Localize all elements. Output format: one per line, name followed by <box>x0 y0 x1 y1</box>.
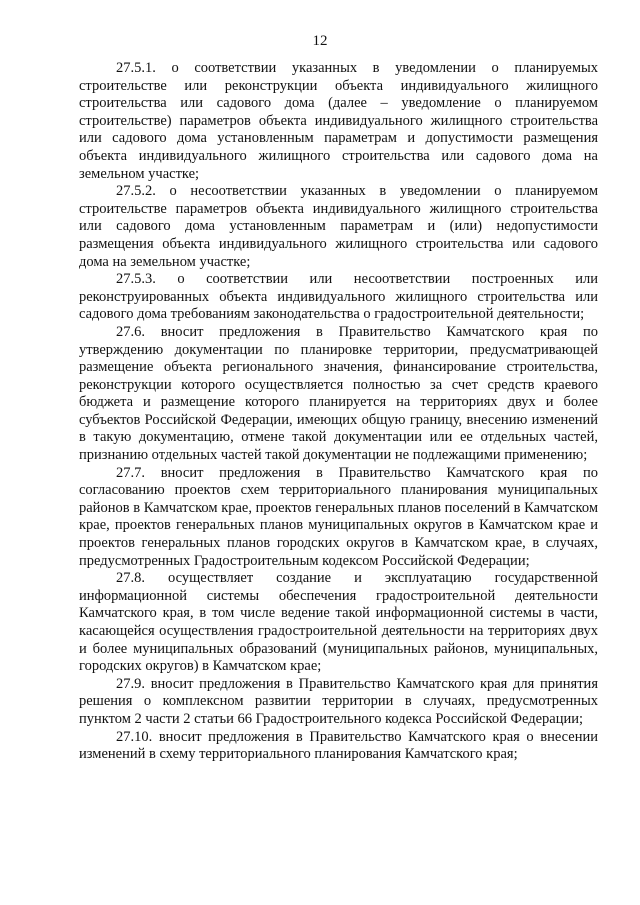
paragraph-27-5-2: 27.5.2. о несоответствии указанных в уведомлении о планируемом строительстве параметров объекта индивидуального жилищного строительства или садового дома установленным параметрам и (или) недопустимости размещения объекта индивидуального жилищного строительства или садового дома на земельном участке; <box>79 183 598 270</box>
paragraph-27-7: 27.7. вносит предложения в Правительство Камчатского края по согласованию проектов схем территориального планирования муниципальных районов в Камчатском крае, проектов генеральных планов поселений в Камчатском крае, проектов генеральных планов муниципальных округов в Камчатском крае и проектов генеральных планов городских округов в Камчатском крае, в случаях, предусмотренных Градостроительным кодексом Российской Федерации; <box>79 464 598 569</box>
paragraph-27-5-1: 27.5.1. о соответствии указанных в уведомлении о планируемых строительстве или реконструкции объекта индивидуального жилищного строительства или садового дома (далее – уведомление о планируемом строительстве) параметров объекта индивидуального жилищного строительства или садового дома установленным параметрам и допустимости размещения объекта индивидуального жилищного строительства или садового дома на земельном участке; <box>79 60 598 182</box>
paragraph-27-5-3: 27.5.3. о соответствии или несоответствии построенных или реконструированных объекта индивидуального жилищного строительства или садового дома требованиям законодательства о градостроительной деятельности; <box>79 271 598 323</box>
paragraph-27-10: 27.10. вносит предложения в Правительство Камчатского края о внесении изменений в схему территориального планирования Камчатского края; <box>79 728 598 763</box>
document-body <box>79 60 598 764</box>
paragraph-27-6: 27.6. вносит предложения в Правительство Камчатского края по утверждению документации по планировке территории, предусматривающей размещение объекта регионального значения, финансирование строительства, реконструкции которого осуществляется полностью за счет средств краевого бюджета и размещение которого планируется на территориях двух и более субъектов Российской Федерации, имеющих общую границу, внесению изменений в такую документацию, отмене такой документации или ее отдельных частей, признанию отдельных частей такой документации не подлежащими применению; <box>79 323 598 464</box>
paragraph-27-9: 27.9. вносит предложения в Правительство Камчатского края для принятия решения о комплексном развитии территории в случаях, предусмотренных пунктом 2 части 2 статьи 66 Градостроительного кодекса Российской Федерации; <box>79 675 598 727</box>
paragraph-27-8: 27.8. осуществляет создание и эксплуатацию государственной информационной системы обеспечения градостроительной деятельности Камчатского края, в том числе ведение такой информационной системы в части, касающейся осуществления градостроительной деятельности на территориях двух и более муниципальных образований (муниципальных районов, муниципальных, городских округов) в Камчатском крае; <box>79 570 598 675</box>
page-number: 12 <box>312 33 328 49</box>
